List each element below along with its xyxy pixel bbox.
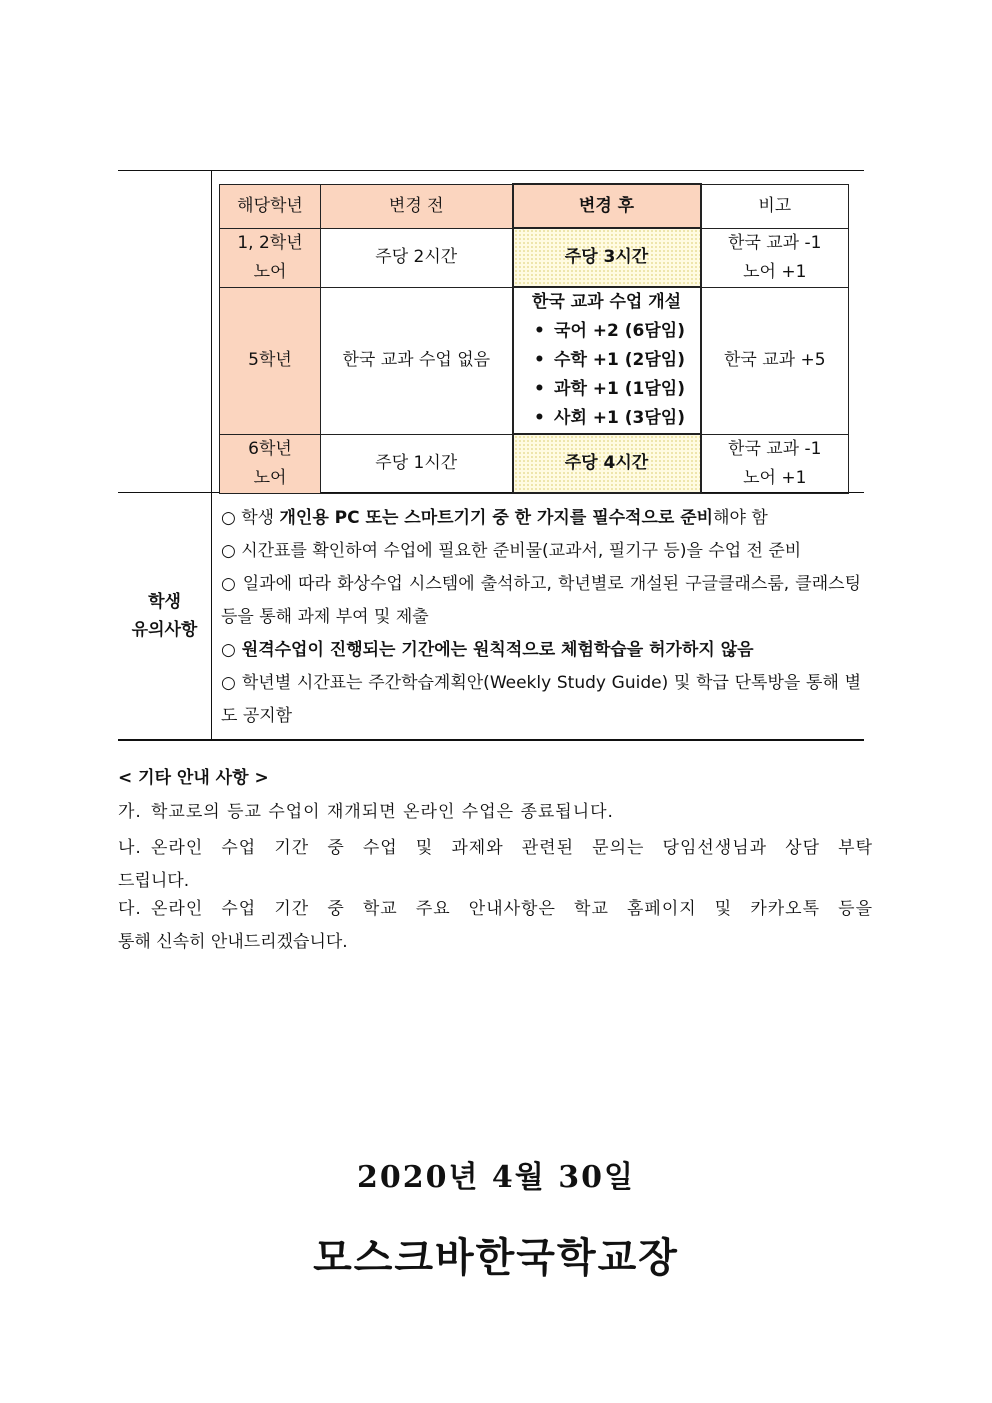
table-row <box>220 434 849 493</box>
list-item <box>118 794 873 830</box>
circle-icon: ○ <box>221 508 236 528</box>
frame-bottom-rule <box>118 739 864 741</box>
grade-line: 노어 <box>253 261 287 282</box>
grade-cell: 5학년 <box>220 287 321 434</box>
subject-list <box>528 317 685 433</box>
note-item: ○ 일과에 따라 화상수업 시스템에 출석하고, 학년별로 개설된 구글클래스룸, 클래스팅 등을 통해 과제 부여 및 제출 <box>221 574 861 627</box>
item-continuation: 통해 신속히 안내드리겠습니다. <box>118 932 348 952</box>
section-title: < 기타 안내 사항 > <box>118 768 269 788</box>
list-item: • 과학 +1 (1담임) <box>528 375 685 404</box>
bullet-icon: • <box>534 350 545 370</box>
item-marker: 나. <box>118 838 142 858</box>
note-cell: 한국 교과 +5 <box>701 287 849 434</box>
bullet-icon: • <box>534 321 545 341</box>
note-item: ○ 학년별 시간표는 주간학습계획안(Weekly Study Guide) 및 학급 단톡방을 통해 별도 공지함 <box>221 673 861 726</box>
grade-line: 6학년 <box>248 438 292 459</box>
note-line: 노어 +1 <box>743 467 807 488</box>
note-item: ○ 시간표를 확인하여 수업에 필요한 준비물(교과서, 필기구 등)을 수업 전 준비 <box>221 541 802 561</box>
other-info-section <box>118 762 873 952</box>
list-item: • 수학 +1 (2담임) <box>528 346 685 375</box>
grade-cell <box>220 228 321 287</box>
list-item <box>118 891 873 927</box>
class-change-table <box>219 183 849 494</box>
after-cell <box>513 287 701 434</box>
item-continuation: 드립니다. <box>118 871 190 891</box>
note-cell <box>701 228 849 287</box>
signer-title: 모스크바한국학교장 <box>313 1234 679 1281</box>
note-line: 한국 교과 -1 <box>728 438 822 459</box>
item-text: 학교로의 등교 수업이 재개되면 온라인 수업은 종료됩니다. <box>151 802 614 822</box>
header-after: 변경 후 <box>513 184 701 228</box>
item-marker: 가. <box>118 802 142 822</box>
table-header-row <box>220 184 849 228</box>
student-notes-label: 학생 유의사항 <box>131 592 198 640</box>
item-text: 온라인 수업 기간 중 학교 주요 안내사항은 학교 홈페이지 및 카카오톡 등을 <box>151 899 873 919</box>
frame-top-rule <box>118 170 864 171</box>
header-before: 변경 전 <box>321 184 513 228</box>
circle-icon: ○ <box>221 541 236 561</box>
list-item <box>118 830 873 866</box>
grade-line: 1, 2학년 <box>237 232 303 253</box>
table-row <box>220 287 849 434</box>
after-cell: 주당 4시간 <box>513 434 701 493</box>
list-item: • 국어 +2 (6담임) <box>528 317 685 346</box>
bullet-icon: • <box>534 408 545 428</box>
bullet-icon: • <box>534 379 545 399</box>
table-row <box>220 228 849 287</box>
note-line: 노어 +1 <box>743 261 807 282</box>
student-notes <box>221 502 861 733</box>
header-note: 비고 <box>701 184 849 228</box>
circle-icon: ○ <box>221 640 236 660</box>
circle-icon: ○ <box>221 673 237 693</box>
note-cell <box>701 434 849 493</box>
grade-cell <box>220 434 321 493</box>
before-cell: 주당 1시간 <box>321 434 513 493</box>
item-text: 온라인 수업 기간 중 수업 및 과제와 관련된 문의는 당임선생님과 상담 부탁 <box>151 838 873 858</box>
grade-line: 노어 <box>253 467 287 488</box>
note-item: ○ 원격수업이 진행되는 기간에는 원칙적으로 체험학습을 허가하지 않음 <box>221 640 754 660</box>
after-cell: 주당 3시간 <box>513 228 701 287</box>
list-item: • 사회 +1 (3담임) <box>528 404 685 433</box>
item-marker: 다. <box>118 899 142 919</box>
before-cell: 주당 2시간 <box>321 228 513 287</box>
frame-column-divider <box>211 170 212 741</box>
document-date: 2020년 4월 30일 <box>357 1160 635 1195</box>
before-cell: 한국 교과 수업 없음 <box>321 287 513 434</box>
note-line: 한국 교과 -1 <box>728 232 822 253</box>
circle-icon: ○ <box>221 574 237 594</box>
after-title: 한국 교과 수업 개설 <box>531 292 682 312</box>
note-item: ○ 학생 개인용 PC 또는 스마트기기 중 한 가지를 필수적으로 준비해야 함 <box>221 508 768 528</box>
header-grade: 해당학년 <box>220 184 321 228</box>
